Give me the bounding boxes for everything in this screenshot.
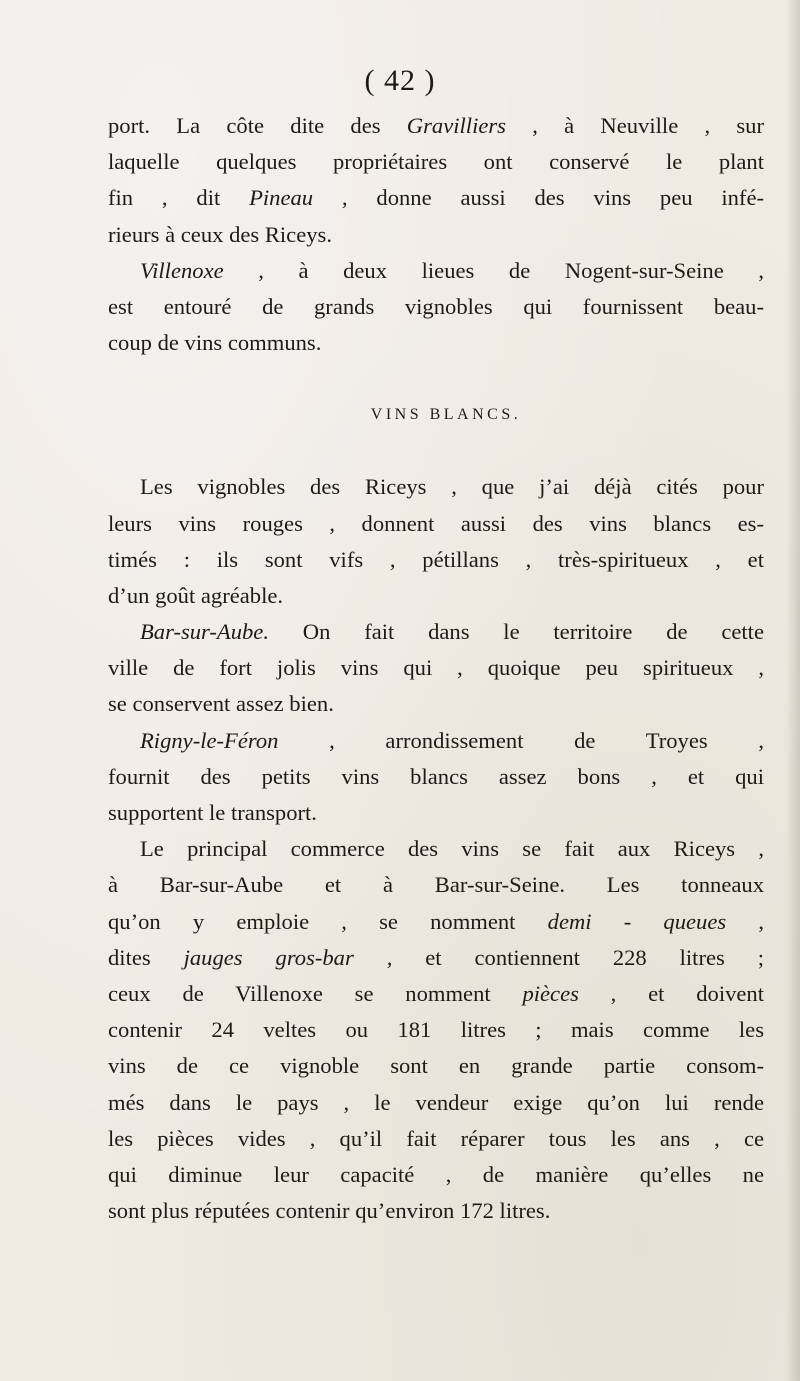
text-block [108,108,764,1229]
text-line [108,578,764,614]
line-text: se conservent assez bien. [108,691,334,717]
text-line [108,831,764,867]
line-text: les pièces vides , qu’il fait réparer tous les ans , ce [108,1125,764,1151]
line-text: dites [108,944,184,970]
text-line [108,144,764,180]
page-number: ( 42 ) [364,64,436,97]
line-text: fournit des petits vins blancs assez bons , et qui [108,763,764,789]
text-line [108,976,764,1012]
line-text: fin , dit [108,185,250,211]
page-edge-shadow [786,0,800,1381]
line-text: donne aussi des vins peu infé- [347,185,765,211]
text-line [108,940,764,976]
line-text: Le principal commerce des vins se fait aux Riceys , [140,836,764,862]
paragraph-group-white-wines [108,469,764,1229]
text-line [108,325,764,361]
italic-text: pièces [522,980,579,1006]
text-line [108,542,764,578]
line-text: On fait dans le territoire de cette [269,619,764,645]
spacer [108,361,764,397]
text-line [108,1012,764,1048]
text-line [108,1121,764,1157]
text-line [108,217,764,253]
text-line [108,795,764,831]
line-text: laquelle quelques propriétaires ont conservé le plant [108,149,764,175]
text-line [108,108,764,144]
italic-text: jauges gros-bar , [183,944,393,970]
line-text: , [726,908,764,934]
italic-text: demi - queues [547,908,727,934]
line-text: supportent le transport. [108,800,317,825]
text-line [108,723,764,759]
italic-text: Bar-sur-Aube. [140,619,269,645]
italic-text: Villenoxe , [140,257,264,283]
line-text: d’un goût agréable. [108,582,284,608]
line-text: rieurs à ceux des Riceys. [108,221,332,247]
text-line [108,1048,764,1084]
line-text: est entouré de grands vignobles qui fournissent beau- [108,293,764,319]
line-text: Les vignobles des Riceys , que j’ai déjà cités pour [140,474,764,500]
line-text: coup de vins communs. [108,330,322,356]
text-line [108,867,764,903]
text-line [108,253,764,289]
line-text: timés : ils sont vifs , pétillans , très-spiritueux , et [108,546,764,572]
section-heading: VINS BLANCS. [370,406,522,424]
line-text: ville de fort jolis vins qui , quoique peu spiritueux , [108,655,764,681]
line-text: , et doivent [578,980,764,1006]
line-text: à Bar-sur-Aube et à Bar-sur-Seine. Les tonneaux [108,872,764,898]
line-text: et contiennent 228 litres ; [392,944,765,970]
paragraph-group-red-wines-end [108,108,764,361]
line-text: port. La côte dite des [108,113,407,138]
line-text: à deux lieues de Nogent-sur-Seine , [263,257,764,283]
text-line [108,650,764,686]
text-line [108,904,764,940]
text-line [108,1085,764,1121]
italic-text: Rigny-le-Féron [140,727,279,753]
line-text: qu’on y emploie , se nomment [108,908,548,934]
line-text: leurs vins rouges , donnent aussi des vins blancs es- [108,510,764,536]
text-line [108,686,764,722]
text-line [108,1157,764,1193]
italic-text: Pineau , [249,185,348,211]
text-line [108,289,764,325]
text-line [108,1193,764,1229]
line-text: ceux de Villenoxe se nomment [108,980,523,1006]
italic-text: Gravilliers [406,113,506,138]
text-line [108,614,764,650]
line-text: , arrondissement de Troyes , [278,727,764,753]
text-line [108,180,764,216]
line-text: més dans le pays , le vendeur exige qu’on lui rende [108,1089,764,1115]
line-text: sont plus réputées contenir qu’environ 172 litres. [108,1198,551,1224]
line-text: , à Neuville , sur [505,113,764,138]
text-line [108,759,764,795]
spacer [108,433,764,469]
text-line [108,469,764,505]
line-text: contenir 24 veltes ou 181 litres ; mais comme les [108,1017,764,1043]
line-text: vins de ce vignoble sont en grande partie consom- [108,1053,764,1079]
text-line [108,506,764,542]
line-text: qui diminue leur capacité , de manière qu’elles ne [108,1161,764,1187]
